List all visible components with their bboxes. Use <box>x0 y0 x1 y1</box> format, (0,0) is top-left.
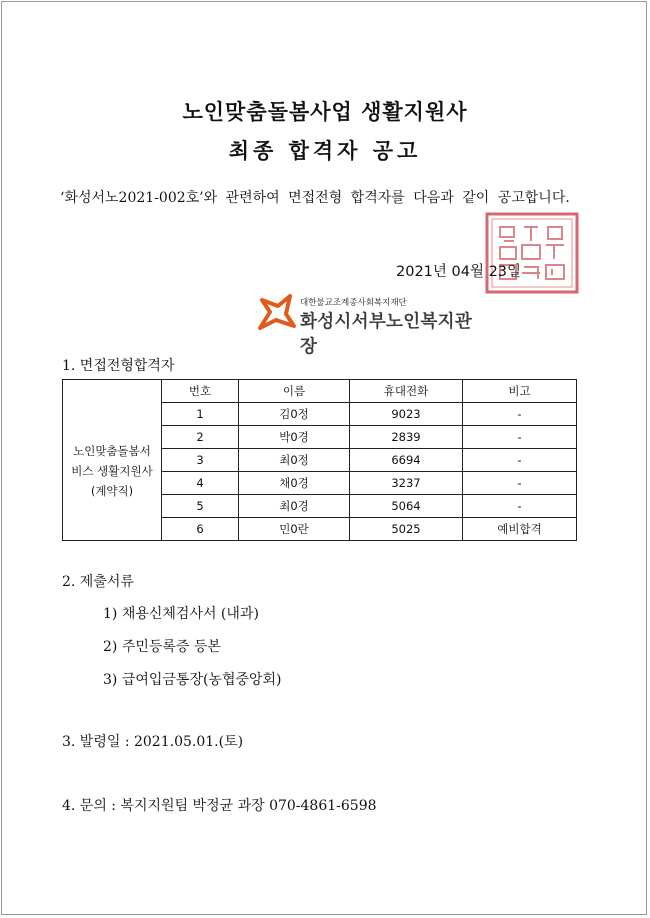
cell-phone: 9023 <box>350 403 463 426</box>
cell-note: 예비합격 <box>463 518 577 541</box>
table-row <box>63 403 577 426</box>
cell-name: 채0경 <box>239 472 350 495</box>
header-phone: 휴대전화 <box>350 380 463 403</box>
cell-note: - <box>463 495 577 518</box>
cell-note: - <box>463 426 577 449</box>
category-line: (계약직) <box>90 484 134 499</box>
cell-phone: 5025 <box>350 518 463 541</box>
cell-name: 최0경 <box>239 495 350 518</box>
category-line: 비스 생활지원사 <box>71 464 153 479</box>
category-cell <box>63 403 162 541</box>
cell-phone: 6694 <box>350 449 463 472</box>
cell-no: 2 <box>162 426 239 449</box>
cell-phone: 3237 <box>350 472 463 495</box>
document-item-3: 3) 급여입금통장(농협중앙회) <box>103 672 282 688</box>
header-no: 번호 <box>162 380 239 403</box>
passer-table <box>62 379 577 541</box>
logo-foundation-name: 대한불교조계종사회복지재단 <box>300 298 407 308</box>
cell-note: - <box>463 403 577 426</box>
section-1-heading: 1. 면접전형합격자 <box>62 358 175 374</box>
contact-info: 4. 문의 : 복지지원팀 박정균 과장 070-4861-6598 <box>62 798 377 814</box>
cell-no: 6 <box>162 518 239 541</box>
cell-name: 박0경 <box>239 426 350 449</box>
section-2-heading: 2. 제출서류 <box>62 574 134 590</box>
cell-name: 민0란 <box>239 518 350 541</box>
header-name: 이름 <box>239 380 350 403</box>
notice-date: 2021년 04월 23일 <box>396 264 522 280</box>
cell-no: 4 <box>162 472 239 495</box>
title-line-1: 노인맞춤돌봄사업 생활지원사 <box>182 100 468 124</box>
cell-no: 5 <box>162 495 239 518</box>
document-item-2: 2) 주민등록증 등본 <box>103 639 221 655</box>
title-line-2: 최종 합격자 공고 <box>228 139 422 163</box>
cell-note: - <box>463 472 577 495</box>
logo-mark-icon <box>256 292 296 332</box>
cell-name: 김0정 <box>239 403 350 426</box>
cell-name: 최0정 <box>239 449 350 472</box>
organization-logo <box>256 290 486 357</box>
cell-phone: 2839 <box>350 426 463 449</box>
cell-no: 3 <box>162 449 239 472</box>
document-item-1: 1) 채용신체검사서 (내과) <box>103 606 259 622</box>
cell-note: - <box>463 449 577 472</box>
table-header-row <box>63 380 577 403</box>
table-corner-empty <box>63 380 162 403</box>
intro-paragraph: ‘화성서노2021-002호’와 관련하여 면접전형 합격자를 다음과 같이 공고합니다. <box>60 190 570 206</box>
official-seal-stamp <box>484 211 580 295</box>
header-note: 비고 <box>463 380 577 403</box>
appointment-date: 3. 발령일 : 2021.05.01.(토) <box>62 734 244 750</box>
category-line: 노인맞춤돌봄서 <box>73 444 151 459</box>
logo-center-name: 화성시서부노인복지관장 <box>300 312 473 357</box>
cell-phone: 5064 <box>350 495 463 518</box>
cell-no: 1 <box>162 403 239 426</box>
